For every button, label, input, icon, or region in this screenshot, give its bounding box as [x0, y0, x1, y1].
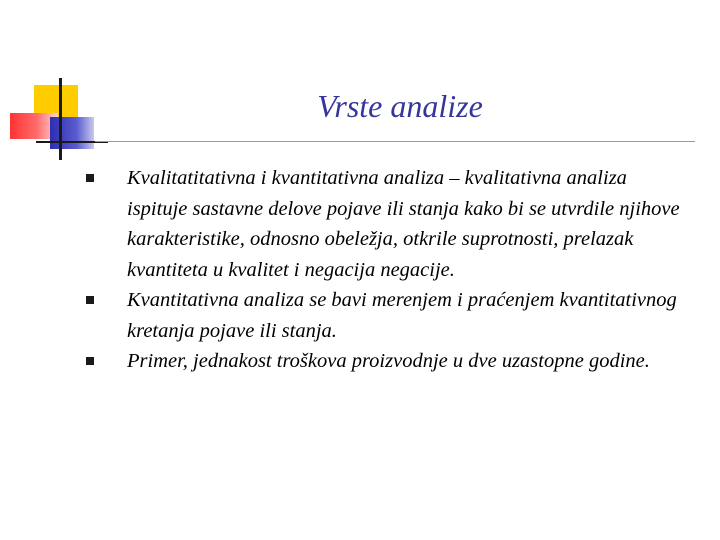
vertical-rule-decoration	[59, 78, 62, 160]
square-bullet-icon	[86, 174, 94, 182]
bullet-item	[86, 285, 686, 346]
square-bullet-icon	[86, 357, 94, 365]
square-bullet-icon	[86, 296, 94, 304]
bullet-item	[86, 346, 686, 377]
title-underline-rule	[95, 141, 695, 142]
bullet-item	[86, 163, 686, 285]
blue-square-decoration	[50, 117, 94, 149]
bullet-list	[86, 163, 686, 377]
slide-title: Vrste analize	[317, 88, 483, 124]
bullet-text: Kvalitatitativna i kvantitativna analiza – kvalitativna analiza ispituje sastavne delove pojave ili stanja kako bi se utvrdile njihove karakteristike, odnosno obeležja, otkrile suprotnosti, prelazak kvantiteta u kvalitet i negacija negacije.	[127, 167, 680, 281]
corner-decoration	[0, 0, 110, 170]
bullet-text: Kvantitativna analiza se bavi merenjem i praćenjem kvantitativnog kretanja pojave ili stanja.	[127, 289, 677, 342]
bullet-text: Primer, jednakost troškova proizvodnje u dve uzastopne godine.	[127, 350, 650, 372]
